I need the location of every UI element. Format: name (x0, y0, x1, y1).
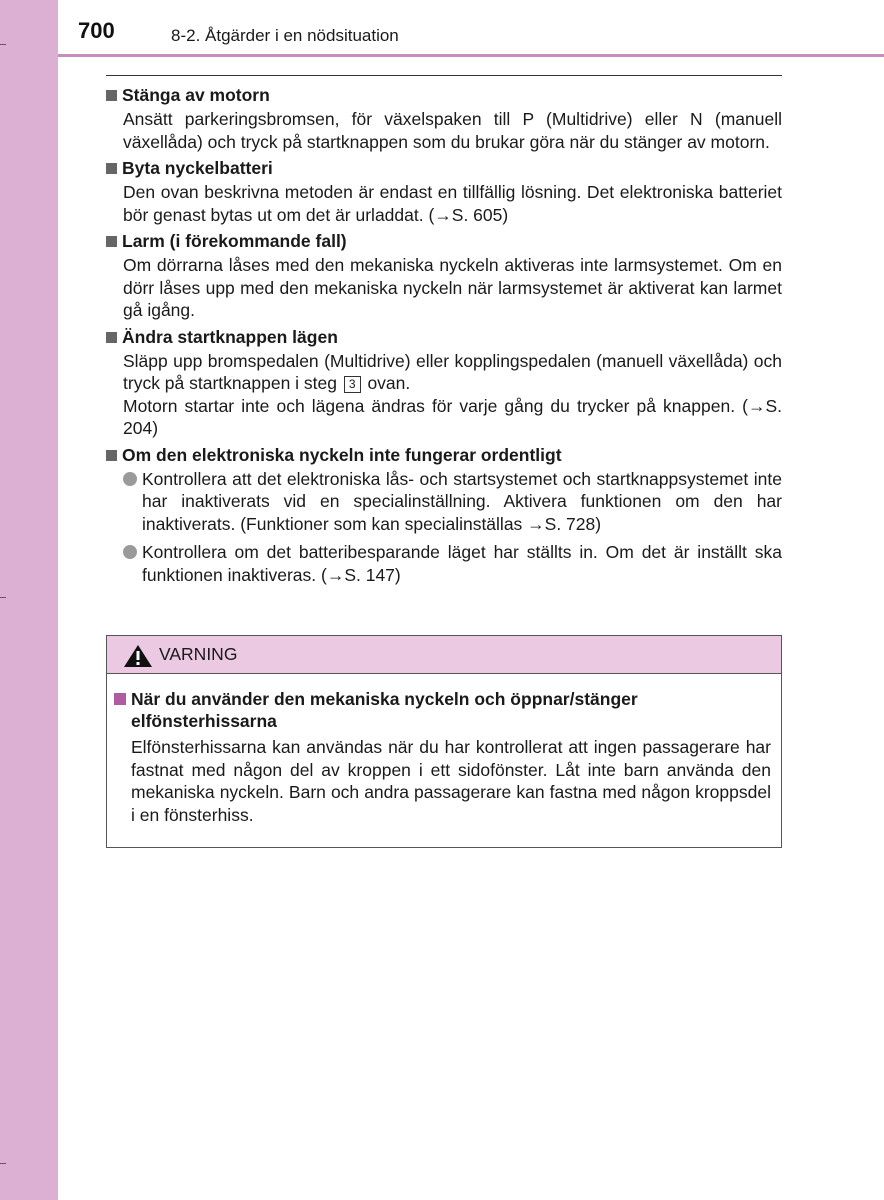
list-item: Kontrollera att det elektroniska lås- och startsystemet och startknappsystemet inte har inaktiverats vid en specialinställning. Aktivera funktionen om den har inaktiverats. (Funktioner som kan specialinställas →S. 728) (106, 468, 782, 536)
circle-bullet-icon (123, 472, 137, 486)
header-divider (58, 54, 884, 57)
section-alarm (106, 230, 782, 322)
square-bullet-icon (106, 450, 117, 461)
section-paragraph: Den ovan beskrivna metoden är endast en tillfällig lösning. Det elektroniska batteriet bör genast bytas ut om det är urladdat. (→S. 605) (123, 182, 782, 225)
section-heading: Om den elektroniska nyckeln inte fungerar ordentligt (106, 444, 782, 466)
margin-tick (0, 44, 6, 45)
warning-box (106, 635, 782, 848)
warning-text: Elfönsterhissarna kan användas när du har kontrollerat att ingen passagerare har fastnat med någon del av kroppen i ett sidofönster. Låt inte barn använda den mekaniska nyckeln. Barn och andra passagerare kan fastna med någon kroppsdel i en fönsterhiss. (131, 737, 771, 825)
page-header (58, 0, 884, 54)
margin-tick (0, 597, 6, 598)
square-bullet-icon (106, 236, 117, 247)
section-paragraph: Om dörrarna låses med den mekaniska nyckeln aktiveras inte larmsystemet. Om en dörr låses upp med den mekaniska nyckeln när larmsystemet är aktiverat kan larmet gå igång. (123, 255, 782, 320)
warning-body (107, 674, 781, 826)
chapter-title: 8-2. Åtgärder i en nödsituation (171, 26, 399, 45)
square-bullet-icon (106, 332, 117, 343)
section-heading: Ändra startknappen lägen (106, 326, 782, 348)
list-item: Kontrollera om det batteribesparande läget har ställts in. Om det är inställt ska funktionen inaktiveras. (→S. 147) (106, 541, 782, 586)
section-paragraph: Släpp upp bromspedalen (Multidrive) eller kopplingspedalen (manuell växellåda) och tryck på startknappen i steg 3 ovan. (123, 350, 782, 393)
square-bullet-icon (106, 163, 117, 174)
section-heading: Byta nyckelbatteri (106, 157, 782, 179)
step-number-box: 3 (344, 376, 361, 393)
section-replace-battery (106, 157, 782, 226)
page-number: 700 (78, 18, 115, 43)
square-bullet-icon (114, 693, 126, 705)
section-paragraph: Motorn startar inte och lägena ändras för varje gång du trycker på knappen. (→S. 204) (123, 395, 782, 438)
section-smart-key-malfunction (106, 444, 782, 587)
content-top-rule (106, 75, 782, 76)
main-content (106, 82, 782, 592)
warning-triangle-icon (123, 644, 153, 668)
square-bullet-icon (106, 90, 117, 101)
section-paragraph: Ansätt parkeringsbromsen, för växelspaken till P (Multidrive) eller N (manuell växellåda) och tryck på startknappen som du brukar göra när du stänger av motorn. (123, 109, 782, 152)
section-heading: Larm (i förekommande fall) (106, 230, 782, 252)
section-stop-engine (106, 84, 782, 153)
section-change-start-modes (106, 326, 782, 440)
warning-heading: När du använder den mekaniska nyckeln och öppnar/stänger elfönsterhissarna (114, 688, 771, 732)
side-color-band (0, 0, 58, 1200)
margin-tick (0, 1163, 6, 1164)
circle-bullet-icon (123, 545, 137, 559)
section-heading: Stänga av motorn (106, 84, 782, 106)
warning-label: VARNING (159, 644, 238, 664)
warning-header (107, 636, 781, 674)
